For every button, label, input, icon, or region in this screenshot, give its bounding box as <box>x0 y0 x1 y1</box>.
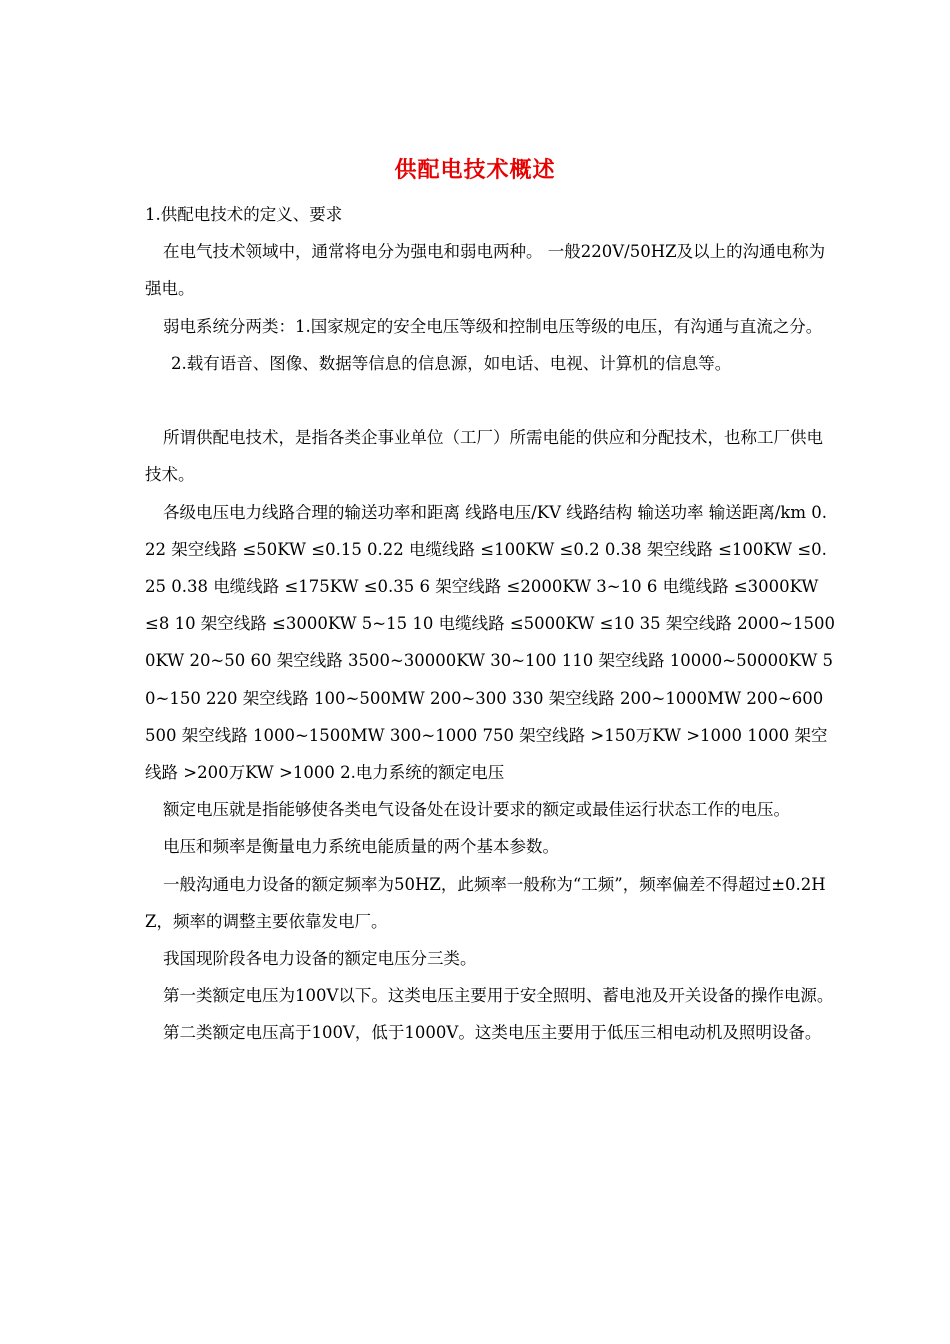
paragraph: 额定电压就是指能够使各类电气设备处在设计要求的额定或最佳运行状态工作的电压。 <box>163 800 790 820</box>
paragraph: 第二类额定电压高于100V，低于1000V。这类电压主要用于低压三相电动机及照明设备。 <box>163 1023 822 1043</box>
paragraph: 弱电系统分两类：1.国家规定的安全电压等级和控制电压等级的电压，有沟通与直流之分。 <box>163 316 823 336</box>
paragraph: 我国现阶段各电力设备的额定电压分三类。 <box>163 949 477 969</box>
document-title: 供配电技术概述 <box>394 157 556 183</box>
paragraph-spacer <box>145 382 835 419</box>
document-body <box>145 196 835 1052</box>
paragraph: 第一类额定电压为100V以下。这类电压主要用于安全照明、蓄电池及开关设备的操作电源。 <box>163 986 834 1006</box>
paragraph: 2.载有语音、图像、数据等信息的信息源，如电话、电视、计算机的信息等。 <box>171 353 732 373</box>
paragraph: 电压和频率是衡量电力系统电能质量的两个基本参数。 <box>163 837 559 857</box>
paragraph: 各级电压电力线路合理的输送功率和距离 线路电压/KV 线路结构 输送功率 输送距离/km 0.22 架空线路 ≤50KW ≤0.15 0.22 电缆线路 ≤100KW ≤0.2 0.38 架空线路 ≤100KW ≤0.25 0.38 电缆线路 ≤175KW ≤0.35 6 架空线路 ≤2000KW 3~10 6 电缆线路 ≤3000KW ≤8 10 架空线路 ≤3000KW 5~15 10 电缆线路 ≤5000KW ≤10 35 架空线路 2000~15000KW 20~50 60 架空线路 3500~30000KW 30~100 110 架空线路 10000~50000KW 50~150 220 架空线路 100~500MW 200~300 330 架空线路 200~1000MW 200~600 500 架空线路 1000~1500MW 300~1000 750 架空线路 >150万KW >1000 1000 架空线路 >200万KW >1000 2.电力系统的额定电压 <box>145 502 835 783</box>
paragraph: 在电气技术领域中，通常将电分为强电和弱电两种。 一般220V/50HZ及以上的沟通电称为强电。 <box>145 242 826 299</box>
section-heading: 1.供配电技术的定义、要求 <box>145 205 343 224</box>
paragraph: 所谓供配电技术，是指各类企事业单位（工厂）所需电能的供应和分配技术，也称工厂供电技术。 <box>145 428 823 485</box>
paragraph: 一般沟通电力设备的额定频率为50HZ，此频率一般称为“工频”，频率偏差不得超过±0.2HZ，频率的调整主要依靠发电厂。 <box>145 874 826 931</box>
